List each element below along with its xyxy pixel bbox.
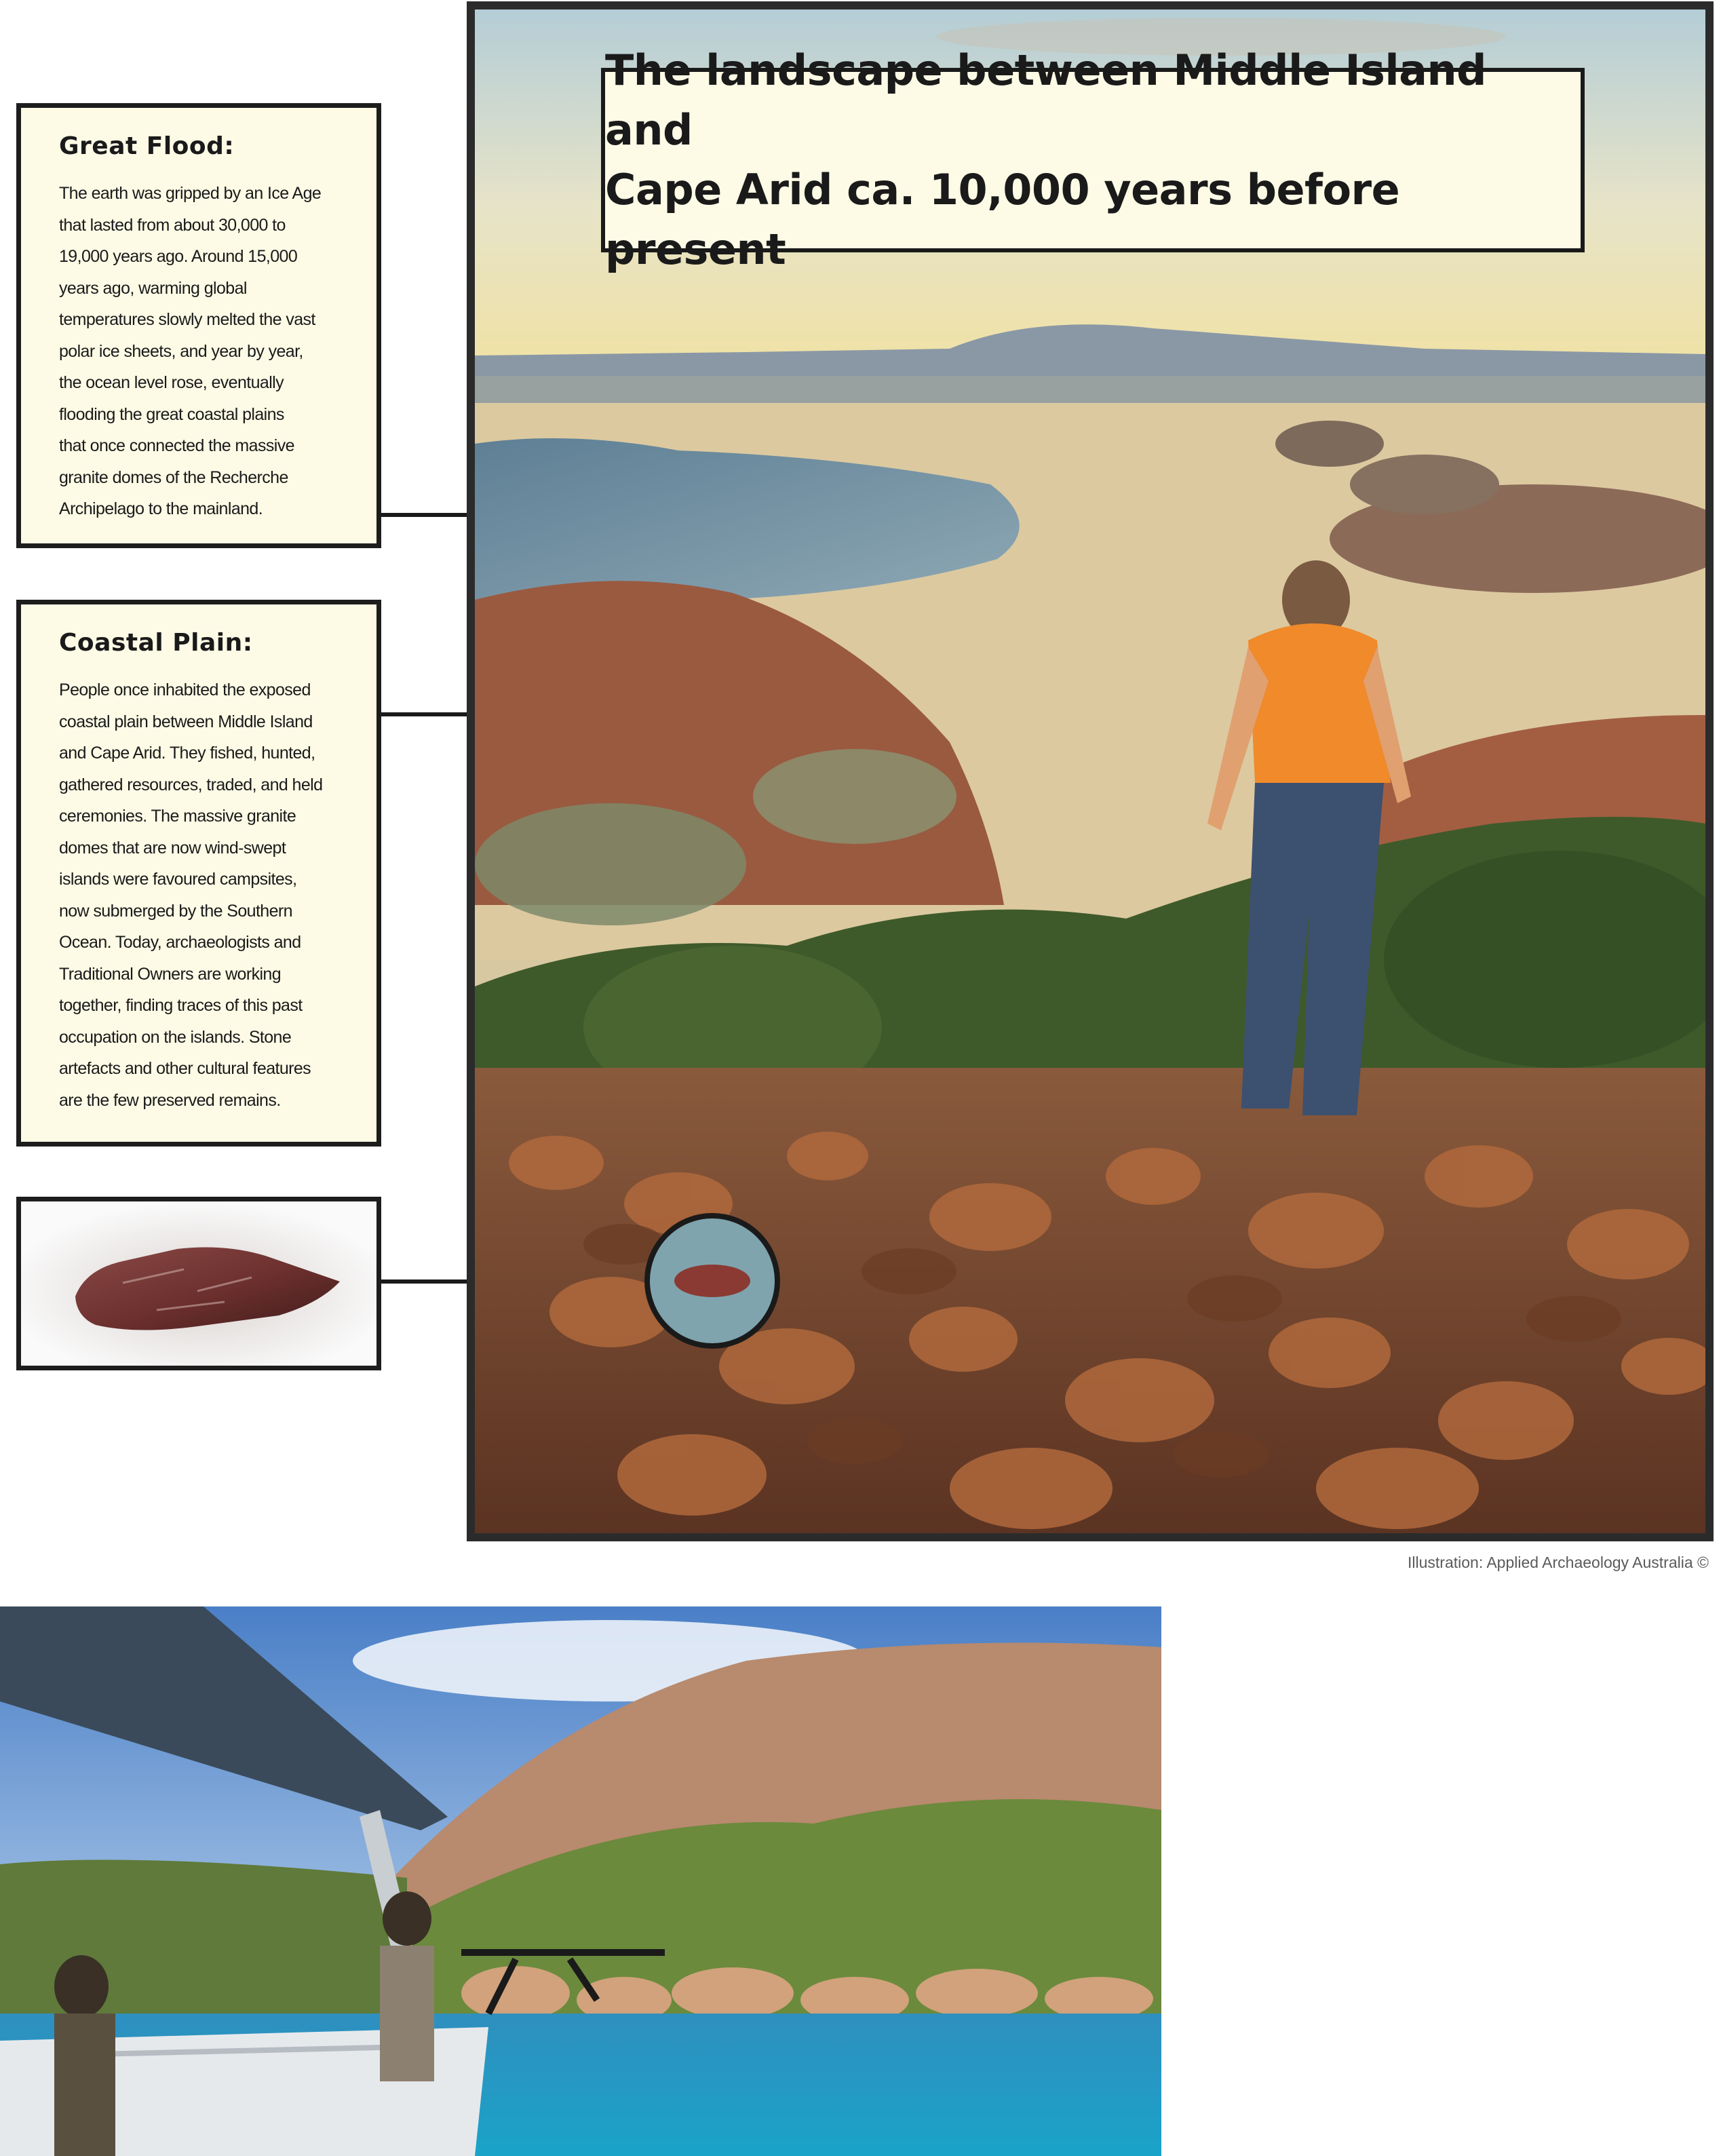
text-line: the ocean level rose, eventually bbox=[59, 373, 284, 392]
boat-scene bbox=[0, 1606, 1161, 2156]
text-line: are the few preserved remains. bbox=[59, 1090, 281, 1110]
text-line: domes that are now wind-swept bbox=[59, 838, 286, 858]
illustration-title bbox=[601, 45, 1585, 274]
text-line: now submerged by the Southern bbox=[59, 901, 292, 921]
text-line: gathered resources, traded, and held bbox=[59, 775, 323, 794]
text-line: artefacts and other cultural features bbox=[59, 1059, 311, 1078]
great-flood-text bbox=[59, 178, 343, 525]
coastal-plain-panel bbox=[16, 600, 381, 1147]
title-line-2: Cape Arid ca. 10,000 years before present bbox=[605, 165, 1400, 274]
text-line: People once inhabited the exposed bbox=[59, 680, 311, 699]
great-flood-panel bbox=[16, 103, 381, 548]
text-line: granite domes of the Recherche bbox=[59, 467, 288, 487]
text-line: temperatures slowly melted the vast bbox=[59, 310, 315, 329]
text-line: that once connected the massive bbox=[59, 436, 294, 455]
coastal-plain-heading: Coastal Plain: bbox=[59, 629, 253, 657]
text-line: that lasted from about 30,000 to bbox=[59, 215, 286, 235]
great-flood-heading: Great Flood: bbox=[59, 132, 235, 160]
text-line: Ocean. Today, archaeologists and bbox=[59, 933, 301, 952]
text-line: polar ice sheets, and year by year, bbox=[59, 341, 303, 361]
text-line: coastal plain between Middle Island bbox=[59, 712, 313, 731]
illustration-credit: Illustration: Applied Archaeology Australia © bbox=[1408, 1554, 1709, 1571]
text-line: 19,000 years ago. Around 15,000 bbox=[59, 247, 298, 266]
text-line: ceremonies. The massive granite bbox=[59, 807, 296, 826]
text-line: The earth was gripped by an Ice Age bbox=[59, 184, 322, 203]
text-line: occupation on the islands. Stone bbox=[59, 1027, 292, 1047]
text-line: Traditional Owners are working bbox=[59, 964, 282, 984]
title-line-1: The landscape between Middle Island and bbox=[605, 45, 1487, 155]
text-line: together, finding traces of this past bbox=[59, 996, 303, 1015]
stone-artefact-image bbox=[21, 1201, 376, 1366]
stone-artefact-panel bbox=[16, 1197, 381, 1370]
text-line: flooding the great coastal plains bbox=[59, 404, 284, 424]
text-line: years ago, warming global bbox=[59, 278, 247, 298]
text-line: and Cape Arid. They fished, hunted, bbox=[59, 744, 315, 763]
text-line: islands were favoured campsites, bbox=[59, 870, 297, 889]
artefact-magnifier bbox=[647, 1216, 777, 1346]
boat-survey-photo bbox=[0, 1606, 1161, 2156]
text-line: Archipelago to the mainland. bbox=[59, 499, 263, 518]
coastal-plain-text bbox=[59, 674, 343, 1116]
